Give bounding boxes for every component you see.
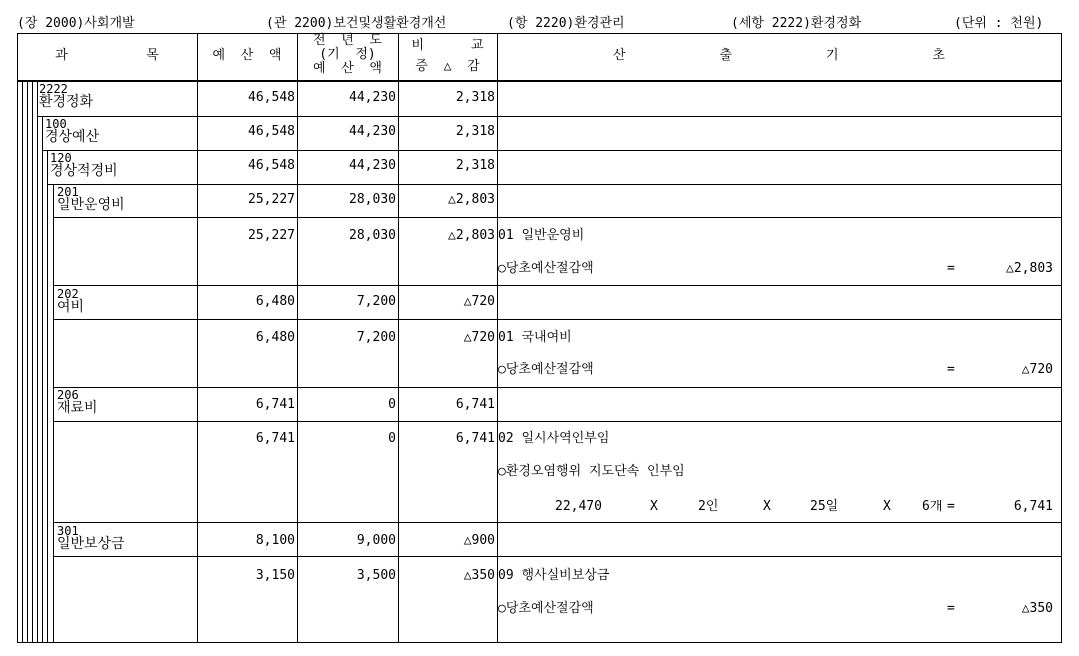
calc-amount: 6,741 xyxy=(1013,499,1053,514)
row-code: 206 xyxy=(57,388,79,402)
row-budget: 46,548 xyxy=(248,124,295,139)
row-code: 2222 xyxy=(39,82,68,96)
calc-times-2: X xyxy=(763,499,771,514)
row-diff: 6,741 xyxy=(455,431,495,446)
row-budget: 6,741 xyxy=(255,397,295,412)
subitem-label: (세항 2222)환경정화 xyxy=(731,16,862,31)
row-prev: 28,030 xyxy=(349,228,396,243)
basis-equals: = xyxy=(947,261,955,276)
row-code: 120 xyxy=(50,151,72,165)
row-prev: 0 xyxy=(388,397,396,412)
col-header-subject: 과 목 xyxy=(55,48,159,63)
row-diff: 2,318 xyxy=(455,158,495,173)
row-prev: 9,000 xyxy=(356,533,396,548)
basis-title: 01 국내여비 xyxy=(498,330,572,345)
basis-desc: ○당초예산절감액 xyxy=(498,601,594,616)
col-header-prev-2: (기 정) xyxy=(319,47,376,62)
row-budget: 6,480 xyxy=(255,294,295,309)
row-prev: 44,230 xyxy=(349,90,396,105)
row-diff: △720 xyxy=(463,330,495,345)
basis-amount: △350 xyxy=(1021,601,1053,616)
row-budget: 3,150 xyxy=(255,568,295,583)
basis-amount: △2,803 xyxy=(1006,261,1053,276)
calc-times-1: X xyxy=(650,499,658,514)
chapter-label: (장 2000)사회개발 xyxy=(17,16,135,31)
basis-title: 01 일반운영비 xyxy=(498,228,585,243)
row-diff: △2,803 xyxy=(448,228,495,243)
row-code: 100 xyxy=(45,117,67,131)
row-prev: 0 xyxy=(388,431,396,446)
basis-amount: △720 xyxy=(1021,362,1053,377)
col-header-prev-3: 예 산 액 xyxy=(313,61,382,76)
row-diff: △900 xyxy=(463,533,495,548)
row-name: 경상예산 xyxy=(45,129,100,145)
basis-title: 09 행사실비보상금 xyxy=(498,568,610,583)
row-prev: 44,230 xyxy=(349,124,396,139)
row-diff: 2,318 xyxy=(455,90,495,105)
row-diff: △350 xyxy=(463,568,495,583)
row-code: 202 xyxy=(57,287,79,301)
row-budget: 25,227 xyxy=(248,228,295,243)
col-header-compare-1: 비 교 xyxy=(411,38,484,53)
row-prev: 28,030 xyxy=(349,192,396,207)
row-prev: 7,200 xyxy=(356,330,396,345)
calc-persons: 2인 xyxy=(698,499,719,514)
col-header-compare-2: 증 △ 감 xyxy=(415,59,480,74)
basis-equals: = xyxy=(947,362,955,377)
unit-label: (단위 : 천원) xyxy=(954,16,1044,31)
row-diff: 2,318 xyxy=(455,124,495,139)
col-header-budget: 예 산 액 xyxy=(212,48,282,63)
row-budget: 8,100 xyxy=(255,533,295,548)
calc-equals: = xyxy=(947,499,955,514)
item-label: (항 2220)환경관리 xyxy=(507,16,625,31)
budget-table xyxy=(17,33,1061,643)
col-header-basis: 산 출 기 초 xyxy=(613,48,945,63)
row-diff: △720 xyxy=(463,294,495,309)
row-name: 경상적경비 xyxy=(50,163,118,179)
row-diff: △2,803 xyxy=(448,192,495,207)
calc-days: 25일 xyxy=(810,499,839,514)
row-budget: 6,741 xyxy=(255,431,295,446)
row-prev: 3,500 xyxy=(356,568,396,583)
row-name: 여비 xyxy=(57,299,85,315)
calc-unit-price: 22,470 xyxy=(555,499,602,514)
row-name: 환경정화 xyxy=(39,94,94,110)
row-name: 일반보상금 xyxy=(57,536,125,552)
row-prev: 44,230 xyxy=(349,158,396,173)
col-header-prev-1: 전 년 도 xyxy=(313,33,382,48)
basis-desc: ○당초예산절감액 xyxy=(498,362,594,377)
row-code: 301 xyxy=(57,524,79,538)
basis-desc: ○당초예산절감액 xyxy=(498,261,594,276)
row-prev: 7,200 xyxy=(356,294,396,309)
row-budget: 46,548 xyxy=(248,158,295,173)
calc-months: 6개 xyxy=(922,500,942,514)
row-code: 201 xyxy=(57,185,79,199)
basis-equals: = xyxy=(947,601,955,616)
row-budget: 46,548 xyxy=(248,90,295,105)
row-budget: 6,480 xyxy=(255,330,295,345)
section-label: (관 2200)보건및생활환경개선 xyxy=(266,16,447,31)
basis-desc: ○환경오염행위 지도단속 인부임 xyxy=(498,464,685,479)
basis-title: 02 일시사역인부임 xyxy=(498,431,610,446)
row-diff: 6,741 xyxy=(455,397,495,412)
calc-times-3: X xyxy=(883,499,891,514)
row-name: 재료비 xyxy=(57,400,98,416)
row-budget: 25,227 xyxy=(248,192,295,207)
row-name: 일반운영비 xyxy=(57,197,125,213)
